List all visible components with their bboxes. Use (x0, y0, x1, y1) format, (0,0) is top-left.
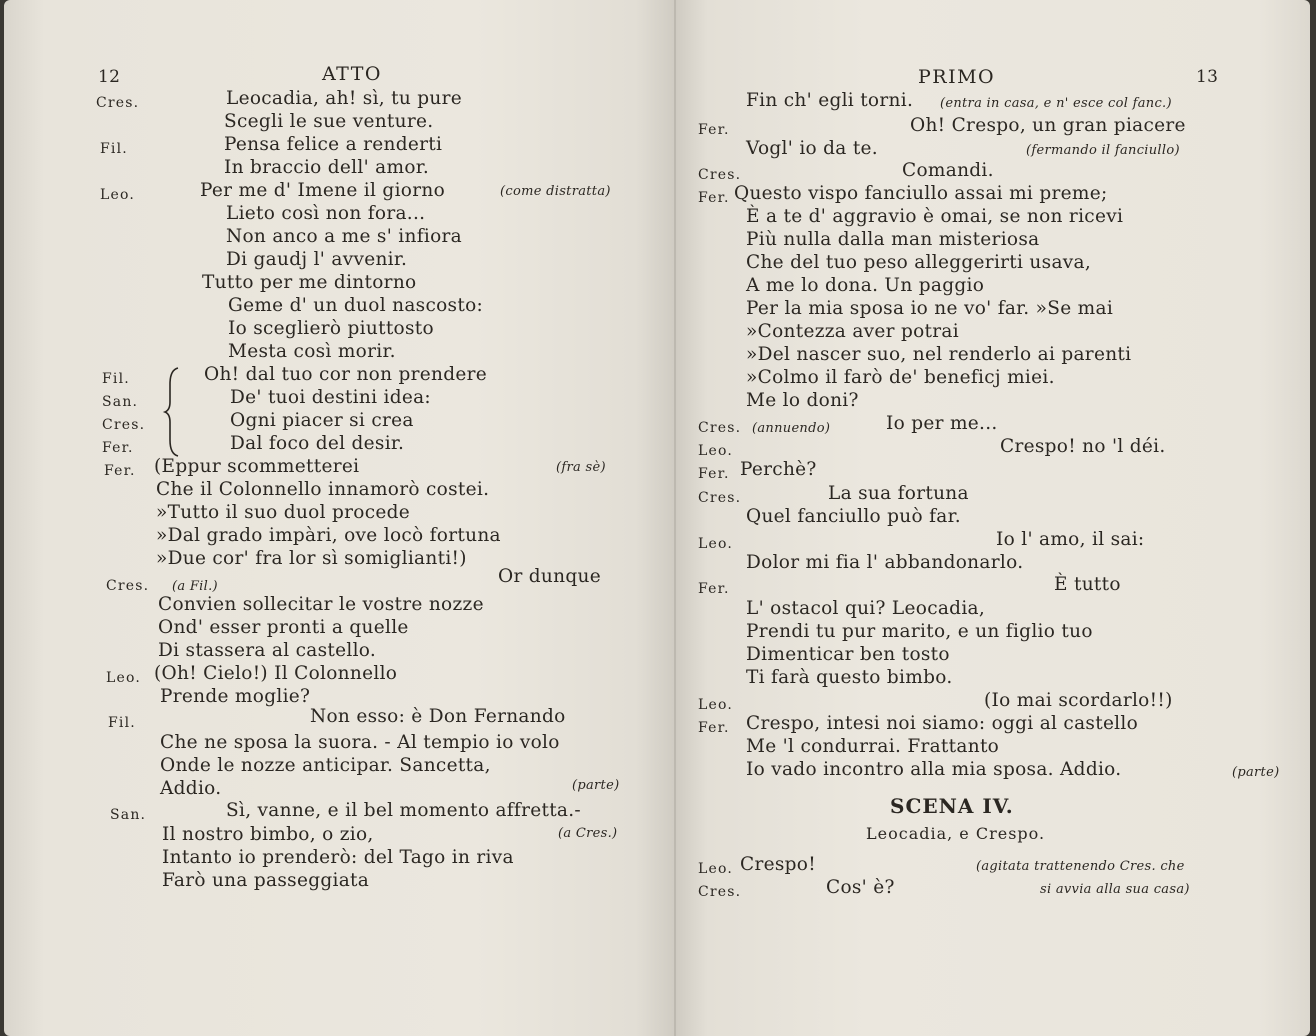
verse-line: Ogni piacer si crea (230, 410, 414, 431)
speaker-label: Fil. (108, 715, 136, 731)
verse-line: Ond' esser pronti a quelle (158, 617, 409, 638)
speaker-label: Leo. (698, 861, 734, 877)
stage-direction: (a Fil.) (172, 579, 218, 594)
stage-direction: (fra sè) (556, 460, 606, 475)
verse-line: »Tutto il suo duol procede (156, 502, 411, 523)
verse-line: Scegli le sue venture. (224, 111, 434, 132)
verse-line: Ti farà questo bimbo. (746, 667, 953, 688)
speaker-label: Fer. (698, 122, 730, 138)
speaker-label: Fer. (104, 463, 136, 479)
verse-line: Cos' è? (826, 877, 895, 898)
verse-line: Pensa felice a renderti (224, 134, 443, 155)
verse-line: Intanto io prenderò: del Tago in riva (162, 847, 514, 868)
verse-line: Prendi tu pur marito, e un figlio tuo (746, 621, 1093, 642)
verse-line: Di stassera al castello. (158, 640, 377, 661)
verse-line: Io l' amo, il sai: (996, 529, 1145, 550)
left-page (4, 0, 676, 1036)
verse-line: Crespo! (740, 854, 816, 875)
verse-line: È tutto (1054, 574, 1121, 595)
verse-line: »Colmo il farò de' beneficj miei. (746, 367, 1055, 388)
verse-line: (Io mai scordarlo!!) (984, 690, 1173, 711)
verse-line: Crespo, intesi noi siamo: oggi al castello (746, 713, 1139, 734)
speaker-label: Leo. (100, 187, 136, 203)
speaker-label: Cres. (106, 578, 150, 594)
speaker-label: Leo. (698, 443, 734, 459)
stage-direction: (come distratta) (500, 184, 611, 199)
verse-line: Che del tuo peso alleggerirti usava, (746, 252, 1092, 273)
speaker-label: Fer. (698, 190, 730, 206)
verse-line: A me lo dona. Un paggio (746, 275, 985, 296)
speaker-label: Leo. (698, 536, 734, 552)
verse-line: È a te d' aggravio è omai, se non ricevi (746, 206, 1124, 227)
verse-line: Il nostro bimbo, o zio, (162, 824, 374, 845)
verse-line: Dolor mi fia l' abbandonarlo. (746, 552, 1024, 573)
verse-line: Non esso: è Don Fernando (310, 706, 566, 727)
page-number: 13 (1196, 67, 1219, 87)
verse-line: Io per me... (886, 413, 998, 434)
speaker-label: Cres. (102, 417, 146, 433)
speaker-label: Leo. (106, 670, 142, 686)
verse-line: Io sceglierò piuttosto (228, 318, 434, 339)
stage-direction: (a Cres.) (558, 826, 618, 841)
speaker-label: San. (110, 807, 147, 823)
verse-line: Geme d' un duol nascosto: (228, 295, 484, 316)
verse-line: L' ostacol qui? Leocadia, (746, 598, 986, 619)
verse-line: Questo vispo fanciullo assai mi preme; (734, 183, 1108, 204)
speaker-label: Fer. (102, 440, 134, 456)
speaker-label: Cres. (96, 95, 140, 111)
speaker-label: Cres. (698, 420, 742, 436)
right-page (676, 0, 1310, 1036)
verse-line: La sua fortuna (828, 483, 969, 504)
scene-title: SCENA IV. (890, 794, 1014, 818)
verse-line: Oh! Crespo, un gran piacere (910, 115, 1186, 136)
speaker-label: Cres. (698, 884, 742, 900)
speaker-label: San. (102, 394, 139, 410)
verse-line: Me lo doni? (746, 390, 859, 411)
verse-line: Per la mia sposa io ne vo' far. »Se mai (746, 298, 1114, 319)
verse-line: Di gaudj l' avvenir. (226, 249, 408, 270)
verse-line: Or dunque (498, 566, 601, 587)
stage-direction: si avvia alla sua casa) (1040, 882, 1190, 897)
scene-characters: Leocadia, e Crespo. (866, 824, 1046, 843)
speaker-label: Leo. (698, 697, 734, 713)
verse-line: Comandi. (902, 160, 994, 181)
verse-line: Quel fanciullo può far. (746, 506, 961, 527)
speaker-label: Fil. (102, 371, 130, 387)
verse-line: Fin ch' egli torni. (746, 90, 914, 111)
brace-icon (162, 366, 184, 458)
stage-direction: (parte) (572, 778, 620, 793)
speaker-label: Fer. (698, 466, 730, 482)
stage-direction: (entra in casa, e n' esce col fanc.) (940, 96, 1172, 111)
verse-line: Non anco a me s' infiora (226, 226, 462, 247)
verse-line: Che il Colonnello innamorò costei. (156, 479, 490, 500)
verse-line: Io vado incontro alla mia sposa. Addio. (746, 759, 1122, 780)
verse-line: Addio. (160, 778, 222, 799)
verse-line: Tutto per me dintorno (202, 272, 417, 293)
verse-line: Crespo! no 'l déi. (1000, 436, 1166, 457)
stage-direction: (parte) (1232, 765, 1280, 780)
verse-line: »Contezza aver potrai (746, 321, 959, 342)
verse-line: Perchè? (740, 459, 817, 480)
running-head: PRIMO (918, 66, 996, 88)
stage-direction: (fermando il fanciullo) (1026, 143, 1180, 158)
stage-direction: (annuendo) (752, 421, 831, 436)
verse-line: Mesta così morir. (228, 341, 396, 362)
verse-line: Sì, vanne, e il bel momento affretta.- (226, 800, 581, 821)
verse-line: Che ne sposa la suora. - Al tempio io volo (160, 732, 560, 753)
verse-line: Convien sollecitar le vostre nozze (158, 594, 484, 615)
verse-line: Oh! dal tuo cor non prendere (204, 364, 488, 385)
verse-line: Dal foco del desir. (230, 433, 405, 454)
verse-line: Più nulla dalla man misteriosa (746, 229, 1040, 250)
verse-line: Per me d' Imene il giorno (200, 180, 446, 201)
verse-line: Lieto così non fora... (226, 203, 426, 224)
verse-line: Farò una passeggiata (162, 870, 370, 891)
speaker-label: Cres. (698, 167, 742, 183)
speaker-label: Fer. (698, 720, 730, 736)
verse-line: Dimenticar ben tosto (746, 644, 950, 665)
verse-line: Vogl' io da te. (746, 138, 878, 159)
verse-line: (Oh! Cielo!) Il Colonnello (154, 663, 398, 684)
verse-line: Prende moglie? (160, 686, 311, 707)
verse-line: »Del nascer suo, nel renderlo ai parenti (746, 344, 1132, 365)
verse-line: De' tuoi destini idea: (230, 387, 431, 408)
verse-line: (Eppur scommetterei (154, 456, 360, 477)
speaker-label: Fil. (100, 141, 128, 157)
verse-line: Onde le nozze anticipar. Sancetta, (160, 755, 491, 776)
page-number: 12 (98, 67, 121, 87)
speaker-label: Cres. (698, 490, 742, 506)
verse-line: Me 'l condurrai. Frattanto (746, 736, 1000, 757)
stage-direction: (agitata trattenendo Cres. che (976, 859, 1185, 874)
verse-line: »Dal grado impàri, ove locò fortuna (156, 525, 501, 546)
speaker-label: Fer. (698, 581, 730, 597)
verse-line: Leocadia, ah! sì, tu pure (226, 88, 463, 109)
running-head: ATTO (322, 63, 382, 85)
verse-line: In braccio dell' amor. (224, 157, 430, 178)
verse-line: »Due cor' fra lor sì somiglianti!) (156, 548, 467, 569)
